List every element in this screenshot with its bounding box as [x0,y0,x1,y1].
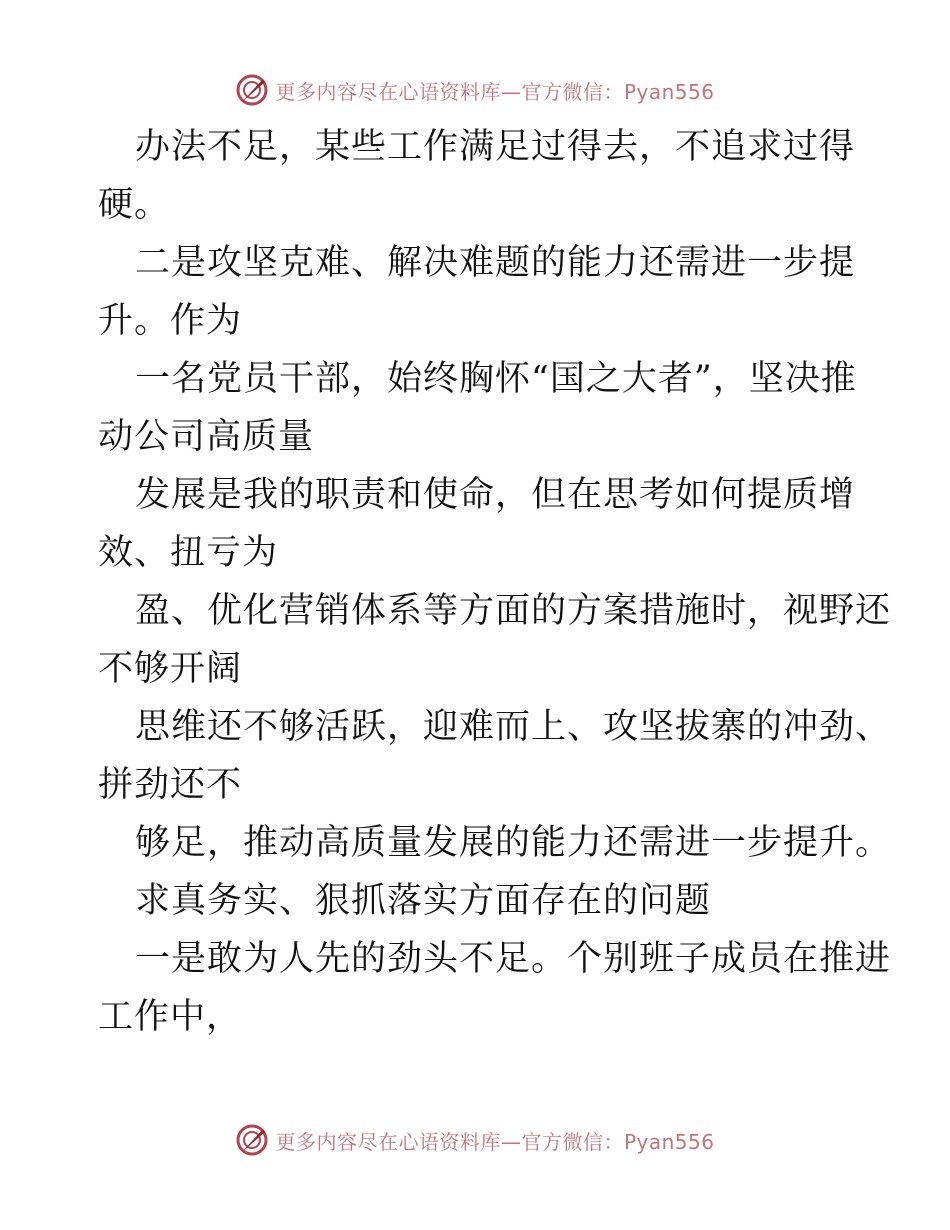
footer-banner [0,1120,950,1160]
text-line: 求真务实、狠抓落实方面存在的问题 [135,881,712,921]
document-body [98,118,892,1046]
text-line: 动公司高质量 [98,417,315,457]
text-line: 不够开阔 [98,649,243,689]
text-line: 效、扭亏为 [98,533,279,573]
text-line: 办法不足，某些工作满足过得去，不追求过得 [135,127,856,167]
text-line: 拼劲还不 [98,765,243,805]
text-line: 一是敢为人先的劲头不足。个别班子成员在推进 [135,939,892,979]
text-line: 思维还不够活跃，迎难而上、攻坚拔寨的冲劲、 [135,707,892,747]
quill-logo-icon [235,1123,269,1157]
text-line: 硬。 [98,185,171,225]
footer-banner-text: 更多内容尽在心语资料库—官方微信：Pyan556 [275,1129,715,1154]
text-line: 发展是我的职责和使命，但在思考如何提质增 [135,475,856,515]
text-line: 一名党员干部，始终胸怀“国之大者”，坚决推 [135,359,857,399]
header-banner [0,70,950,110]
text-line: 够足，推动高质量发展的能力还需进一步提升。 [135,823,892,863]
header-banner-text: 更多内容尽在心语资料库—官方微信：Pyan556 [275,79,715,104]
quill-logo-icon [235,73,269,107]
text-line: 盈、优化营销体系等方面的方案措施时，视野还 [135,591,892,631]
text-line: 工作中， [98,997,243,1037]
text-line: 二是攻坚克难、解决难题的能力还需进一步提 [135,243,856,283]
text-line: 升。作为 [98,301,243,341]
